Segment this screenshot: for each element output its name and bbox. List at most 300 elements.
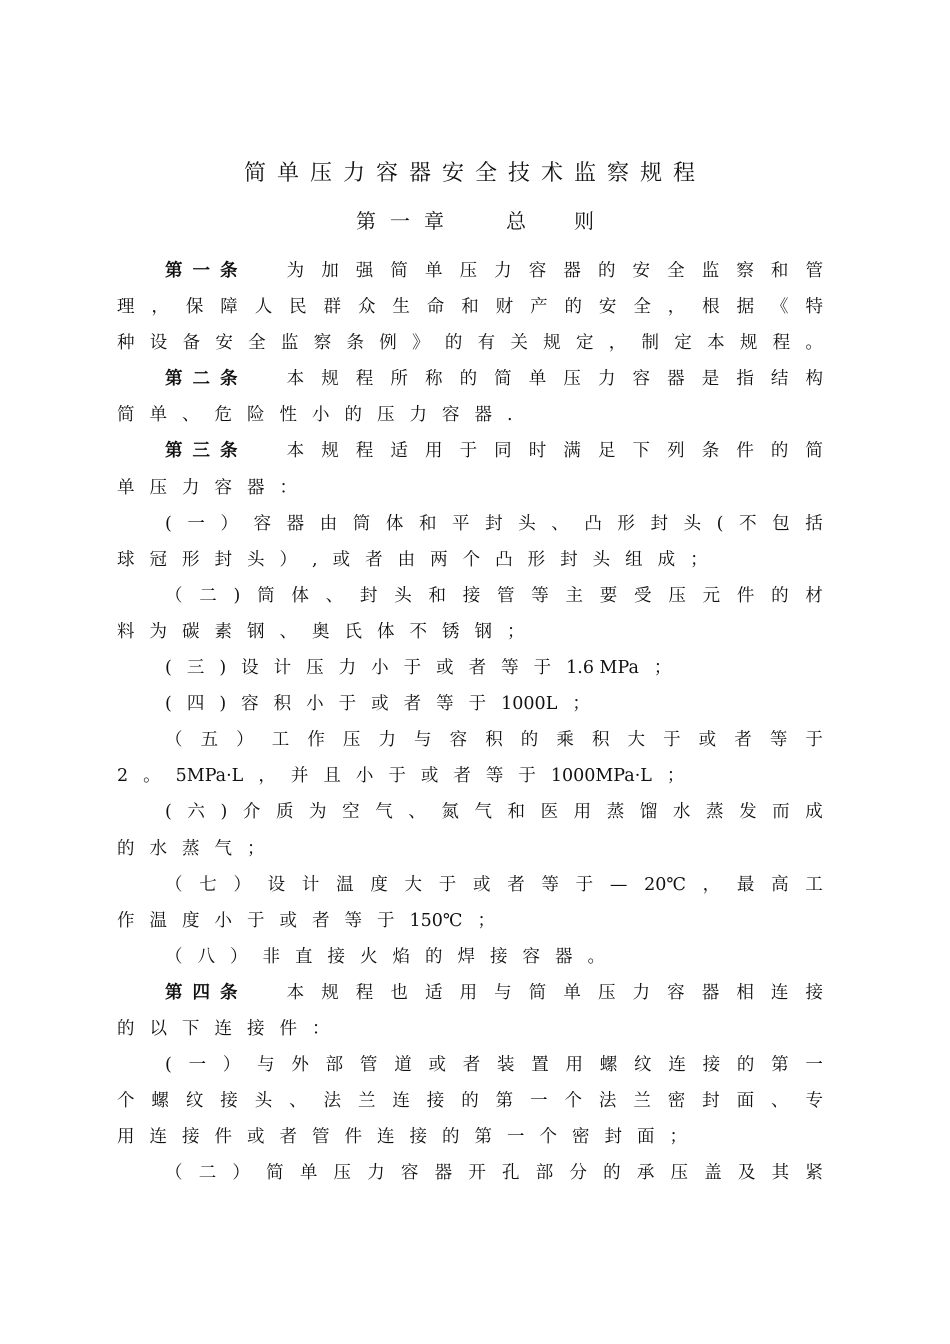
text-token: 由	[319, 513, 338, 534]
text-token: 满	[563, 441, 581, 462]
text-token: ；	[507, 621, 525, 642]
text-token: 接	[490, 946, 508, 967]
text-token: 蒸	[182, 838, 200, 859]
text-token: 有	[477, 333, 496, 354]
text-token: 接	[182, 1127, 200, 1148]
text-token: 成	[805, 802, 823, 823]
text-token: 连	[668, 1055, 686, 1076]
text-token: 察	[736, 261, 754, 281]
text-token: 监	[280, 333, 299, 354]
text-token: 封	[702, 1091, 720, 1112]
text-token: 水	[149, 838, 167, 859]
text-token: 容	[522, 946, 540, 967]
text-token: (	[716, 513, 724, 534]
text-token: 容	[442, 405, 460, 426]
text-token: 财	[495, 297, 514, 318]
text-token: 积	[273, 694, 292, 715]
text-token: 特	[805, 297, 823, 318]
text-token: 馏	[639, 802, 658, 823]
text-token: 一	[530, 1091, 548, 1112]
text-token: 焰	[392, 946, 410, 967]
text-token: 险	[247, 405, 265, 426]
chapter-heading	[0, 205, 950, 237]
text-token: 封	[214, 549, 232, 570]
text-line	[117, 722, 823, 758]
text-token: 力	[494, 261, 512, 281]
text-token: 1000MPa·L	[550, 766, 652, 787]
text-token: 设	[267, 874, 286, 895]
text-token: .	[507, 405, 513, 426]
text-token: 据	[736, 297, 755, 318]
text-token: 奥	[312, 621, 330, 642]
text-token: ）	[233, 874, 251, 895]
text-token: 简	[390, 261, 408, 281]
text-token: ，	[151, 297, 169, 318]
text-token: 小	[371, 658, 389, 679]
text-token: 组	[625, 549, 643, 570]
text-token: 列	[667, 441, 685, 462]
text-token: 单	[424, 261, 443, 281]
text-token: 或	[698, 730, 717, 751]
text-token: 于	[575, 874, 594, 895]
text-token: 压	[670, 1163, 689, 1184]
text-line	[117, 289, 823, 325]
text-token: 小	[355, 766, 374, 787]
text-line	[117, 614, 823, 650]
text-token: 规	[321, 441, 339, 462]
text-token: 的	[520, 730, 539, 751]
text-token: 也	[390, 982, 408, 1003]
text-token: 等	[531, 585, 549, 606]
text-token: 管	[805, 261, 823, 281]
article-number: 第二条	[165, 369, 248, 390]
text-token: 装	[496, 1055, 515, 1076]
text-token: 法	[323, 1091, 342, 1112]
text-token: 下	[632, 441, 651, 462]
text-token: 螺	[151, 1091, 169, 1112]
text-token: 盖	[704, 1163, 722, 1184]
text-token: 的	[442, 1127, 460, 1148]
text-token: 所	[390, 369, 408, 390]
text-token: 个	[539, 1127, 557, 1148]
text-token: 平	[452, 513, 470, 534]
text-token: 安	[215, 333, 233, 354]
text-token: 凸	[584, 513, 602, 534]
text-token: ）	[236, 730, 254, 751]
text-token: 兰	[357, 1091, 376, 1112]
text-token: ）	[232, 1163, 250, 1184]
text-token: 头	[683, 513, 702, 534]
text-token: ，	[608, 333, 627, 354]
text-token: 单	[563, 982, 581, 1003]
text-token: 监	[701, 261, 720, 281]
text-token: 锈	[442, 621, 460, 642]
text-token: 和	[507, 802, 526, 823]
text-token: 头	[254, 1091, 273, 1112]
text-token: 而	[772, 802, 790, 823]
text-token: 于	[388, 766, 406, 787]
text-token: 大	[627, 730, 646, 751]
text-token: 性	[279, 405, 297, 426]
text-token: 用	[565, 1055, 584, 1076]
text-token: 承	[636, 1163, 655, 1184]
text-token: 球	[117, 549, 135, 570]
text-line	[117, 1011, 823, 1047]
text-token: 容	[253, 513, 272, 534]
text-token: ）	[220, 513, 238, 534]
text-token: 面	[637, 1127, 655, 1148]
text-token: 积	[591, 730, 610, 751]
text-line	[117, 1083, 823, 1119]
text-token: 简	[528, 982, 547, 1003]
text-token: 三	[186, 658, 205, 679]
text-token: ）	[222, 1055, 241, 1076]
text-token: 程	[772, 333, 791, 354]
text-token: 四	[186, 694, 205, 715]
text-token: 器	[474, 405, 492, 426]
text-token: 称	[424, 369, 443, 390]
text-token: 器	[667, 369, 685, 390]
text-token: 于	[468, 694, 487, 715]
text-token: 于	[518, 766, 536, 787]
text-token: 于	[805, 730, 823, 751]
text-token: 指	[736, 369, 754, 390]
text-token: 于	[663, 730, 681, 751]
text-token: 力	[182, 477, 200, 498]
text-token: 纹	[634, 1055, 652, 1076]
text-token: 直	[295, 946, 313, 967]
text-token: 一	[805, 1055, 823, 1076]
text-token: 及	[737, 1163, 756, 1184]
text-token: 根	[702, 297, 720, 318]
text-token: 接	[426, 1091, 445, 1112]
text-token: 《	[771, 297, 789, 318]
text-token: 保	[185, 297, 204, 318]
text-line	[117, 433, 823, 469]
text-token: 同	[494, 441, 512, 462]
text-token: 定	[575, 333, 594, 354]
text-token: ；	[666, 766, 685, 787]
text-token: 空	[342, 802, 360, 823]
text-token: 用	[117, 1127, 135, 1148]
text-token: 受	[634, 585, 652, 606]
text-token: 的	[344, 405, 362, 426]
text-token: 适	[424, 982, 443, 1003]
text-token: 水	[672, 802, 691, 823]
article-number: 第三条	[165, 441, 248, 462]
text-token: (	[165, 694, 172, 715]
text-token: 筒	[352, 513, 371, 534]
text-token: 力	[597, 369, 616, 390]
text-token: 专	[805, 1091, 823, 1112]
text-token: 于	[377, 910, 395, 931]
text-token: 主	[565, 585, 584, 606]
text-token: 度	[370, 874, 388, 895]
text-token: 最	[736, 874, 755, 895]
text-token: 头	[394, 585, 412, 606]
text-token: 或	[371, 694, 389, 715]
text-token: 。	[587, 946, 605, 967]
text-token: 不	[409, 621, 427, 642]
text-token: 个	[564, 1091, 582, 1112]
text-token: 容	[632, 369, 651, 390]
text-token: )	[219, 694, 227, 715]
text-token: 医	[540, 802, 559, 823]
text-token: 非	[262, 946, 280, 967]
text-token: 接	[327, 946, 345, 967]
text-line	[117, 542, 823, 578]
text-token: （	[165, 874, 183, 895]
text-token: 者	[312, 910, 330, 931]
text-token: 或	[436, 658, 454, 679]
text-token: 20℃	[644, 874, 686, 895]
text-token: 体	[385, 513, 404, 534]
text-token: 接	[220, 1091, 238, 1112]
text-token: 件	[214, 1127, 232, 1148]
text-token: 于	[247, 910, 265, 931]
text-token: 与	[257, 1055, 275, 1076]
text-token: 乘	[556, 730, 574, 751]
text-token: 器	[555, 946, 573, 967]
text-line	[117, 361, 823, 397]
text-token: 法	[598, 1091, 617, 1112]
text-token: 单	[528, 369, 547, 390]
text-token: 面	[736, 1091, 755, 1112]
text-token: 的	[461, 1091, 479, 1112]
text-token: 气	[474, 802, 492, 823]
text-token: 螺	[599, 1055, 618, 1076]
text-line	[117, 686, 823, 722]
text-token: 或	[428, 1055, 446, 1076]
text-token: 相	[736, 982, 754, 1003]
text-token: 或	[279, 910, 297, 931]
text-token: 器	[247, 477, 265, 498]
text-token: 力	[378, 730, 396, 751]
text-token: 接	[805, 982, 823, 1003]
text-token: 氏	[344, 621, 362, 642]
text-token: 连	[377, 1127, 395, 1148]
chapter-name-second: 则	[574, 209, 594, 233]
text-token: 规	[321, 982, 339, 1003]
text-token: 容	[667, 982, 685, 1003]
text-token: 兰	[633, 1091, 651, 1112]
text-token: 一	[187, 513, 205, 534]
text-token: ：	[312, 1018, 330, 1039]
text-token: 简	[266, 1163, 284, 1184]
text-token: 蒸	[705, 802, 724, 823]
text-token: 压	[459, 261, 478, 281]
text-token: 小	[214, 910, 232, 931]
text-line	[117, 1155, 823, 1191]
text-token: 的	[603, 1163, 621, 1184]
text-token: 第	[771, 1055, 789, 1076]
text-line	[117, 1047, 823, 1083]
text-token: 程	[355, 982, 374, 1003]
text-token: 规	[321, 369, 339, 390]
text-token: 的	[117, 838, 135, 859]
text-token: 全	[633, 297, 651, 318]
text-token: (	[165, 1055, 172, 1076]
text-token: 者	[734, 730, 752, 751]
text-token: 容	[214, 477, 232, 498]
text-token: 五	[200, 730, 219, 751]
text-token: 用	[459, 982, 478, 1003]
text-token: 于	[403, 658, 422, 679]
text-token: 、	[325, 585, 344, 606]
text-token: 封	[604, 1127, 622, 1148]
text-token: 压	[149, 477, 167, 498]
text-token: 压	[377, 405, 395, 426]
text-token: 下	[182, 1018, 200, 1039]
text-token: 工	[805, 874, 823, 895]
text-token: 、	[551, 513, 569, 534]
text-token: 素	[214, 621, 232, 642]
text-token: 碳	[182, 621, 200, 642]
text-token: 封	[650, 513, 668, 534]
text-token: (	[165, 802, 172, 823]
text-token: ，	[667, 297, 686, 318]
text-line	[117, 1119, 823, 1155]
text-token: 介	[242, 802, 261, 823]
text-token: 理	[117, 297, 135, 318]
text-token: 个	[117, 1091, 135, 1112]
text-token: 大	[404, 874, 423, 895]
text-token: 单	[149, 405, 167, 426]
text-token: 足	[597, 441, 616, 462]
text-token: 力	[338, 658, 357, 679]
text-token: 体	[291, 585, 309, 606]
text-token: 孔	[502, 1163, 520, 1184]
text-token: 用	[573, 802, 592, 823]
text-token: 头	[518, 513, 536, 534]
text-token: 者	[279, 1127, 297, 1148]
article-number: 第一条	[165, 261, 248, 281]
text-token: 和	[418, 513, 437, 534]
text-token: 。	[805, 333, 823, 354]
text-token: 作	[307, 730, 325, 751]
text-token: 开	[468, 1163, 486, 1184]
text-token: ，	[702, 874, 721, 895]
text-token: 为	[286, 261, 305, 281]
text-token: 形	[182, 549, 200, 570]
text-token: 者	[507, 874, 525, 895]
text-line	[117, 325, 823, 361]
text-token: 生	[392, 297, 410, 318]
text-token: 气	[214, 838, 232, 859]
text-token: 密	[667, 1091, 686, 1112]
text-token: 部	[535, 1163, 554, 1184]
text-token: （	[165, 585, 183, 606]
text-token: 压	[597, 982, 616, 1003]
text-token: 接	[247, 1018, 265, 1039]
text-token: 括	[805, 513, 823, 534]
text-token: 本	[286, 441, 305, 462]
chapter-number: 第一章	[356, 209, 458, 233]
text-token: )	[219, 658, 227, 679]
text-token: 定	[674, 333, 692, 354]
text-token: 头	[592, 549, 611, 570]
text-token: 和	[770, 261, 789, 281]
text-token: 众	[357, 297, 376, 318]
text-token: 察	[313, 333, 332, 354]
text-token: 适	[390, 441, 408, 462]
text-line	[117, 903, 823, 939]
text-token: ）	[230, 946, 248, 967]
text-token: ,	[312, 549, 318, 570]
text-token: 封	[560, 549, 578, 570]
text-token: 形	[527, 549, 546, 570]
text-token: 冠	[149, 549, 167, 570]
text-token: ；	[572, 694, 590, 715]
text-token: 本	[286, 982, 305, 1003]
text-line	[117, 939, 823, 975]
text-token: 要	[599, 585, 618, 606]
text-line	[117, 506, 823, 542]
text-token: 件	[279, 1018, 297, 1039]
text-token: 全	[248, 333, 266, 354]
text-token: 器	[286, 513, 305, 534]
text-token: 高	[771, 874, 789, 895]
text-token: 材	[805, 585, 823, 606]
text-token: 备	[182, 333, 201, 354]
text-token: 命	[426, 297, 445, 318]
text-token: 温	[336, 874, 354, 895]
text-token: 道	[394, 1055, 412, 1076]
text-token: 的	[444, 333, 463, 354]
text-token: ；	[653, 658, 672, 679]
text-token: ：	[279, 477, 297, 498]
text-token: 二	[199, 585, 217, 606]
text-line	[117, 831, 823, 867]
text-token: 并	[290, 766, 309, 787]
text-token: 人	[254, 297, 273, 318]
text-token: 力	[367, 1163, 385, 1184]
text-token: 工	[271, 730, 290, 751]
text-token: 或	[472, 874, 491, 895]
text-token: 或	[420, 766, 439, 787]
text-token: 者	[468, 658, 487, 679]
text-token: 管	[312, 1127, 330, 1148]
text-token: 钢	[247, 621, 265, 642]
text-token: 的	[425, 946, 443, 967]
text-line	[117, 794, 823, 830]
text-token: 150℃	[409, 910, 463, 931]
text-token: 计	[273, 658, 292, 679]
text-line	[117, 253, 823, 289]
text-token: 件	[344, 1127, 362, 1148]
text-token: 2	[117, 766, 129, 787]
text-token: 群	[323, 297, 342, 318]
text-token: 与	[494, 982, 512, 1003]
text-token: 钢	[474, 621, 492, 642]
text-token: 器	[701, 982, 720, 1003]
text-token: 部	[325, 1055, 344, 1076]
text-token: 纹	[185, 1091, 204, 1112]
text-token: 》	[412, 333, 430, 354]
text-token: 或	[247, 1127, 265, 1148]
text-token: 不	[739, 513, 757, 534]
text-token: 筒	[257, 585, 275, 606]
text-token: 障	[220, 297, 238, 318]
text-token: 头	[247, 549, 265, 570]
text-token: 、	[771, 1091, 789, 1112]
text-token: 为	[309, 802, 327, 823]
text-token: 例	[379, 333, 397, 354]
text-token: 的	[117, 1018, 135, 1039]
text-token: 外	[291, 1055, 309, 1076]
text-token: 七	[199, 874, 217, 895]
text-token: 件	[736, 441, 754, 462]
